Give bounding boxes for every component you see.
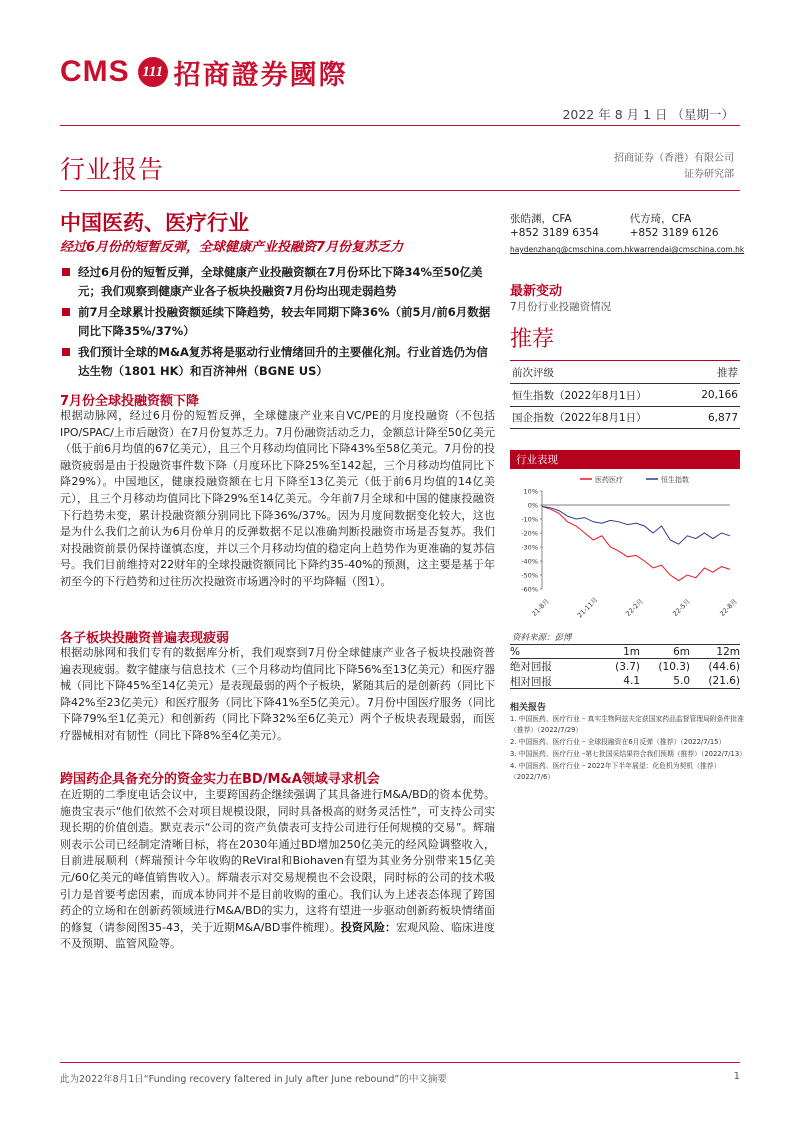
logo-badge-icon: 111 (138, 57, 168, 87)
rating-row (510, 383, 740, 406)
title-divider (60, 190, 740, 191)
returns-label: 绝对回报 (510, 661, 552, 673)
rating-title: 推荐 (510, 327, 555, 352)
returns-value: (44.6) (708, 660, 740, 673)
y-tick-label: -50% (521, 571, 538, 580)
section-body (60, 787, 495, 953)
analyst-phone: +852 3189 6354 (510, 227, 599, 239)
analyst-phone: +852 3189 6126 (629, 227, 719, 239)
performance-heading: 行业表现 (510, 450, 740, 469)
industry-title: 中国医药、医疗行业 (60, 211, 249, 235)
returns-label: 相对回报 (510, 675, 552, 688)
related-reports-heading: 相关报告 (510, 703, 547, 713)
returns-row (510, 674, 740, 689)
returns-header-cell: 12m (716, 645, 740, 658)
rating-row (510, 360, 740, 383)
x-tick-label: 21-8月 (530, 597, 551, 618)
company-logo (60, 52, 348, 92)
chart-source: 资料来源：彭博 (512, 633, 572, 643)
section-body: 根据动脉网和我们专有的数据库分析，我们观察到7月份全球健康产业各子板块投融资普遍表现疲弱。数字健康与信息技术（三个月移动均值同比下降56%至13亿美元）和医疗器械（同比下降45%至14亿美元）是表现最弱的两个子板块，紧随其后的是创新药（同比下降42%至23亿美元）和医疗服务（同比下降41%至5亿美元）。7月份中国医疗服务（同比下降79%至1亿美元）和创新药（同比下降32%至6亿美元）两个子板块表现最弱，而医疗器械相对有韧性（同比下降8%至4亿美元）。 (60, 646, 495, 742)
report-type: 行业报告 (60, 155, 165, 184)
rating-label: 恒生指数（2022年8月1日） (512, 389, 647, 402)
analyst-info (510, 211, 745, 254)
x-tick-label: 22-8月 (718, 597, 739, 618)
chart-axes (521, 488, 739, 620)
y-tick-label: 10% (523, 487, 538, 496)
x-tick-label: 21-11月 (575, 595, 600, 620)
org-name: 招商证券（香港）有限公司 (614, 153, 734, 164)
returns-value: 4.1 (623, 675, 640, 687)
key-points (60, 263, 495, 383)
analyst-email-link[interactable]: haydenzhang@cmschina.com.hk (510, 245, 634, 254)
risk-text: 宏观风险、临床进度不及预期、监管风险等。 (60, 920, 496, 951)
y-tick-label: -10% (521, 515, 538, 524)
org-department: 证券研究部 (684, 169, 734, 180)
key-point (60, 263, 495, 301)
key-point (60, 303, 495, 341)
section-heading: 跨国药企具备充分的资金实力在BD/M&A领域寻求机会 (60, 772, 380, 787)
bullet-square-icon (62, 268, 70, 276)
rating-row (510, 406, 740, 429)
section-heading: 7月份全球投融资额下降 (60, 394, 200, 409)
returns-header-cell: % (510, 645, 520, 658)
bullet-square-icon (62, 308, 70, 316)
related-report-link[interactable]: 1. 中国医药、医疗行业 – 真实生物阿兹夫定获国家药品监督管理局附条件批准（推荐）（2022/7/29） (510, 715, 744, 734)
x-tick-label: 22-5月 (671, 597, 692, 618)
returns-row (510, 659, 740, 674)
related-report-link[interactable]: 3. 中国医药、医疗行业 –第七批国采结果符合我们预期（推荐）（2022/7/13） (510, 750, 746, 758)
series-line-hsi (542, 506, 730, 544)
logo-cms-text: CMS (60, 55, 130, 88)
returns-header-cell: 6m (673, 645, 690, 658)
x-tick-label: 22-2月 (624, 597, 645, 618)
header-divider (60, 125, 740, 126)
related-report-link[interactable]: 4. 中国医药、医疗行业 – 2022年下半年展望：化危机为契机（推荐）（2022/7/6） (510, 762, 721, 781)
key-point-text: 经过6月份的短暂反弹，全球健康产业投融资额在7月份环比下降34%至50亿美元；我们观察到健康产业各子板块投融资7月份均出现走弱趋势 (78, 265, 483, 298)
chart-series (542, 506, 730, 580)
returns-value: (21.6) (708, 675, 740, 687)
footer-note: 此为2022年8月1日“Funding recovery faltered in July after June rebound”的中文摘要 (60, 1074, 447, 1085)
rating-value: 推荐 (717, 366, 738, 379)
legend-label: 医药医疗 (595, 476, 623, 484)
y-tick-label: -40% (521, 557, 538, 566)
bullet-square-icon (62, 348, 70, 356)
analyst-name: 代方琦，CFA (629, 213, 692, 225)
returns-value: (3.7) (615, 660, 640, 673)
section-body: 根据动脉网，经过6月份的短暂反弹，全球健康产业来自VC/PE的月度投融资（不包括IPO/SPAC/上市后融资）在7月份复苏乏力。7月份融资活动乏力，金额总计降至50亿美元（低于前6月均值的67亿美元），且三个月移动均值同比下降43%至58亿美元。7月份的投融资疲弱是由于投融资事件数下降（月度环比下降25%至142起，三个月移动均值同比下降29%）。中国地区，健康投融资额在七月下降至13亿美元（低于前6月均值的14亿美元），且三个月移动均值同比下降29%至14亿美元。今年前7月全球和中国的健康投融资下行趋势未变，累计投融资额分别同比下降36%/37%。因为月度间数据变化较大，这也是为什么我们之前认为6月份单月的反弹数据不足以准确判断投融资市场是否复苏。我们对投融资前景仍保持谨慎态度，并以三个月移动均值的稳定向上趋势作为更准确的复苏信号。我们目前维持对22财年的全球投融资额同比下降约35-40%的预测，这主要是基于年初至今的下行趋势和过往历次投融资市场遇冷时的平均降幅（图1）。 (60, 409, 495, 588)
section-heading: 各子板块投融资普遍表现疲弱 (60, 631, 230, 646)
risk-label: 投资风险： (340, 920, 396, 934)
logo-chinese-name: 招商證券國際 (173, 59, 348, 91)
y-tick-label: -30% (521, 543, 538, 552)
returns-table (510, 644, 740, 689)
key-point-text: 我们预计全球的M&A复苏将是驱动行业情绪回升的主要催化剂。行业首选仍为信达生物（1801 HK）和百济神州（BGNE US） (78, 345, 488, 378)
analyst-email-link[interactable]: warrendai@cmschina.com.hk (633, 245, 745, 254)
analyst-name: 张皓渊，CFA (510, 213, 572, 225)
legend-label: 恒生指数 (661, 476, 689, 484)
latest-change-heading: 最新变动 (510, 284, 563, 299)
rating-label: 前次评级 (512, 366, 554, 379)
y-tick-label: -60% (521, 585, 538, 594)
page-number: 1 (733, 1071, 740, 1082)
returns-value: (10.3) (658, 660, 690, 673)
rating-table (510, 360, 740, 429)
rating-value: 20,166 (701, 389, 738, 401)
organization (614, 151, 734, 183)
performance-chart (510, 471, 740, 631)
returns-value: 5.0 (673, 675, 690, 687)
related-report-link[interactable]: 2. 中国医药、医疗行业 – 全球投融资在6月反弹（推荐）（2022/7/15） (510, 738, 726, 746)
report-date: 2022 年 8 月 1 日 （星期一） (562, 107, 734, 122)
key-point-text: 前7月全球累计投融资额延续下降趋势，较去年同期下降36%（前5月/前6月数据同比下降35%/37%） (78, 305, 491, 338)
footer-divider (60, 1062, 740, 1063)
y-tick-label: -20% (521, 529, 538, 538)
report-subtitle: 经过6月份的短暂反弹，全球健康产业投融资7月份复苏乏力 (60, 240, 404, 255)
latest-change-text: 7月份行业投融资情况 (510, 301, 612, 313)
rating-label: 国企指数（2022年8月1日） (512, 412, 647, 424)
rating-value: 6,877 (707, 411, 738, 424)
returns-header-row (510, 644, 740, 659)
section-body-main: 在近期的二季度电话会议中，主要跨国药企继续强调了其具备进行M&A/BD的资本优势。施贵宝表示“他们依然不会对项目规模设限，同时具备极高的财务灵活性”，可支持公司实现长期的价值创造。默克表示“公司的资产负债表可支持公司进行任何规模的交易”。辉瑞则表示公司已经制定清晰目标，将在2030年通过BD增加250亿美元的经风险调整收入，目前进展顺利（辉瑞预计今年收购的ReViral和Biohaven有望为其业务分别带来15亿美元/60亿美元的峰值销售收入）。辉瑞表示对交易规模也不会设限，同时标的公司的技术吸引力是首要考虑因素，而成本协同并不是目前收购的重心。我们认为上述表态体现了跨国药企的立场和在创新药领域进行M&A/BD的实力，这将有望进一步驱动创新药板块情绪面的修复（请参阅图35-43，关于近期M&A/BD事件梳理）。 (60, 788, 495, 934)
related-reports-list (510, 714, 745, 784)
key-point (60, 343, 495, 381)
chart-legend (580, 475, 689, 484)
returns-header-cell: 1m (623, 645, 640, 658)
y-tick-label: 0% (527, 501, 538, 510)
